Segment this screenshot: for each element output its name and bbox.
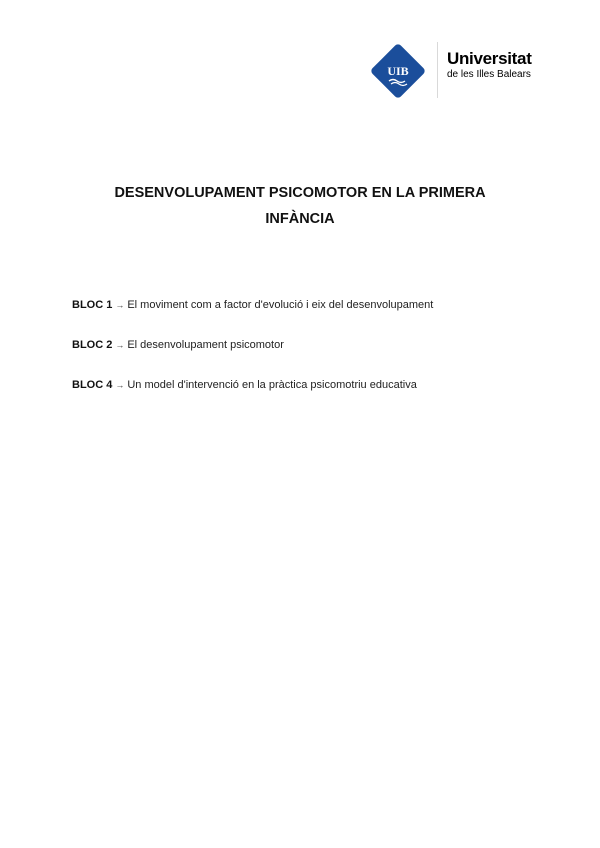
list-item-bloc-1: [72, 298, 552, 312]
document-title-line-1: DESENVOLUPAMENT PSICOMOTOR EN LA PRIMERA: [114, 185, 486, 201]
block-text: Un model d'intervenció en la pràctica psicomotriu educativa: [127, 379, 417, 391]
arrow-right-icon: →: [115, 340, 125, 350]
arrow-right-icon: →: [115, 380, 125, 390]
list-item-bloc-4: [72, 378, 552, 392]
block-text: El desenvolupament psicomotor: [127, 339, 284, 351]
block-label: BLOC 1: [72, 299, 113, 311]
arrow-right-icon: →: [115, 300, 125, 310]
logo-divider: [437, 42, 438, 98]
logo-mark-text: UIB: [387, 64, 409, 78]
logo-wordmark: [447, 50, 557, 81]
block-text: El moviment com a factor d'evolució i eix del desenvolupament: [127, 299, 434, 311]
blocks-list: [72, 298, 552, 418]
university-logo: [367, 40, 567, 100]
block-label: BLOC 2: [72, 339, 113, 351]
uib-emblem-icon: [367, 40, 429, 102]
block-label: BLOC 4: [72, 379, 113, 391]
logo-title: Universitat: [447, 49, 532, 68]
list-item-bloc-2: [72, 338, 552, 352]
document-title: [60, 180, 540, 232]
document-title-line-2: INFÀNCIA: [265, 211, 335, 227]
logo-subtitle: de les Illes Balears: [447, 69, 531, 80]
